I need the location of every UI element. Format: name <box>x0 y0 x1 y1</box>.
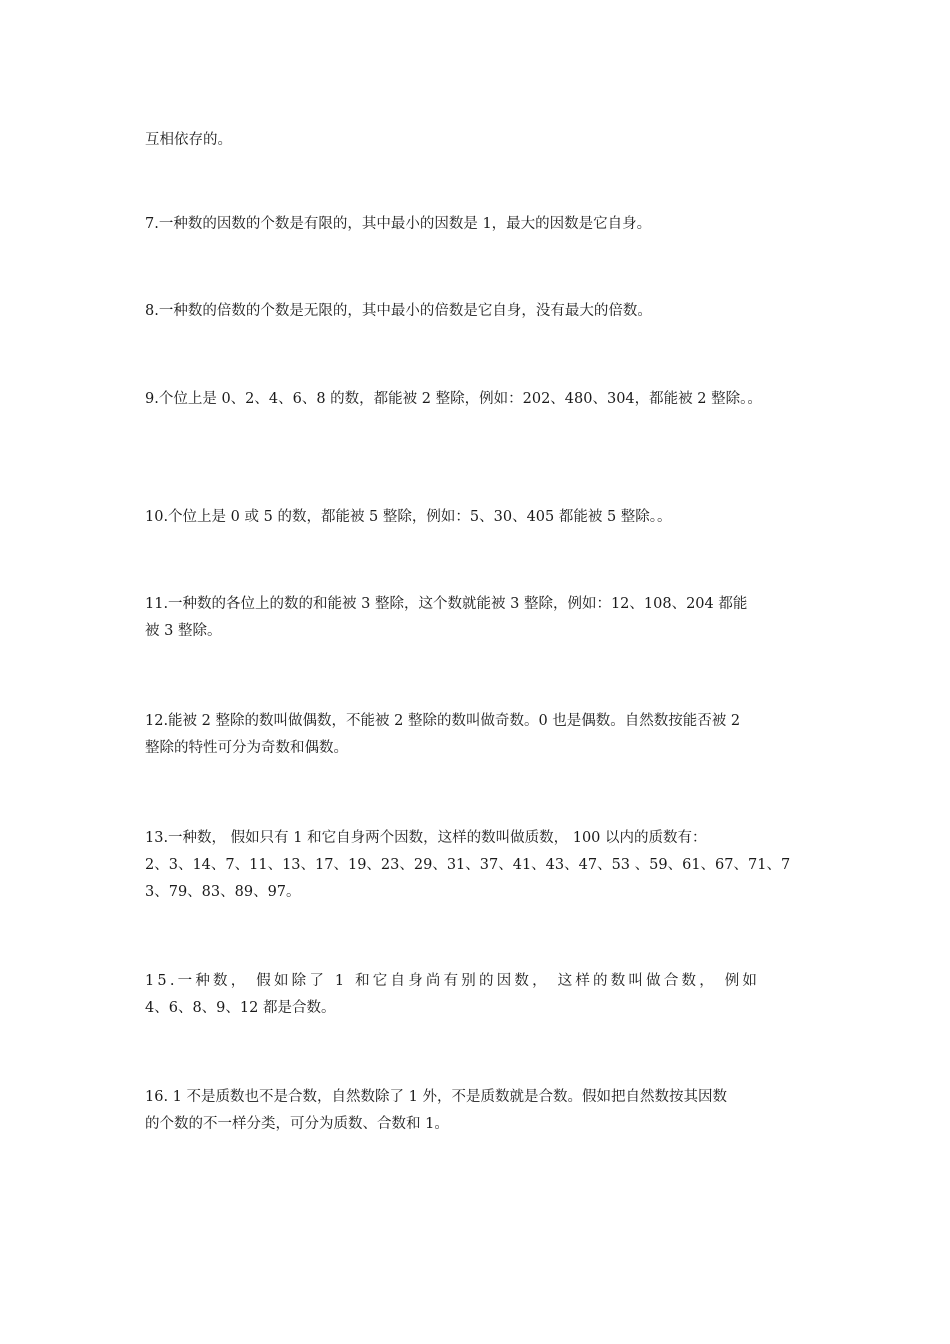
paragraph-line: 13.一种数， 假如只有 1 和它自身两个因数，这样的数叫做质数， 100 以内的质数有： <box>145 830 707 846</box>
paragraph-15-line-2 <box>145 995 810 1022</box>
paragraph-continuation <box>145 127 810 154</box>
paragraph-15-line-1 <box>145 968 810 995</box>
paragraph-9 <box>145 386 825 413</box>
paragraph-10 <box>145 504 810 531</box>
paragraph-line: 3、79、83、89、97。 <box>145 884 301 900</box>
paragraph-line: 12.能被 2 整除的数叫做偶数，不能被 2 整除的数叫做奇数。0 也是偶数。自然数按能否被 2 <box>145 713 741 729</box>
paragraph-line: 整除的特性可分为奇数和偶数。 <box>145 740 348 756</box>
paragraph-12 <box>145 708 810 762</box>
paragraph-line: 2、3、14、7、11、13、17、19、23、29、31、37、41、43、47、53 、59、61、67、71、7 <box>145 857 791 873</box>
paragraph-text: 9.个位上是 0、2、4、6、8 的数，都能被 2 整除，例如：202、480、304，都能被 2 整除。。 <box>145 391 762 407</box>
paragraph-text: 互相依存的。 <box>145 132 232 148</box>
paragraph-line: 11.一种数的各位上的数的和能被 3 整除，这个数就能被 3 整除，例如：12、108、204 都能 <box>145 596 748 612</box>
paragraph-text: 8.一种数的倍数的个数是无限的，其中最小的倍数是它自身，没有最大的倍数。 <box>145 303 652 319</box>
paragraph-line: 15.一种数， 假如除了 1 和它自身尚有别的因数， 这样的数叫做合数， 例如 <box>145 973 761 989</box>
paragraph-16 <box>145 1084 810 1138</box>
paragraph-text: 10.个位上是 0 或 5 的数，都能被 5 整除，例如：5、30、405 都能被 5 整除。。 <box>145 509 672 525</box>
paragraph-8 <box>145 298 810 325</box>
paragraph-11 <box>145 591 810 645</box>
paragraph-line: 4、6、8、9、12 都是合数。 <box>145 1000 336 1016</box>
paragraph-line: 被 3 整除。 <box>145 623 222 639</box>
paragraph-13 <box>145 825 810 906</box>
paragraph-line: 16. 1 不是质数也不是合数，自然数除了 1 外，不是质数就是合数。假如把自然数按其因数 <box>145 1089 727 1105</box>
paragraph-line: 的个数的不一样分类，可分为质数、合数和 1。 <box>145 1116 449 1132</box>
paragraph-7 <box>145 211 810 238</box>
paragraph-text: 7.一种数的因数的个数是有限的，其中最小的因数是 1，最大的因数是它自身。 <box>145 216 652 232</box>
